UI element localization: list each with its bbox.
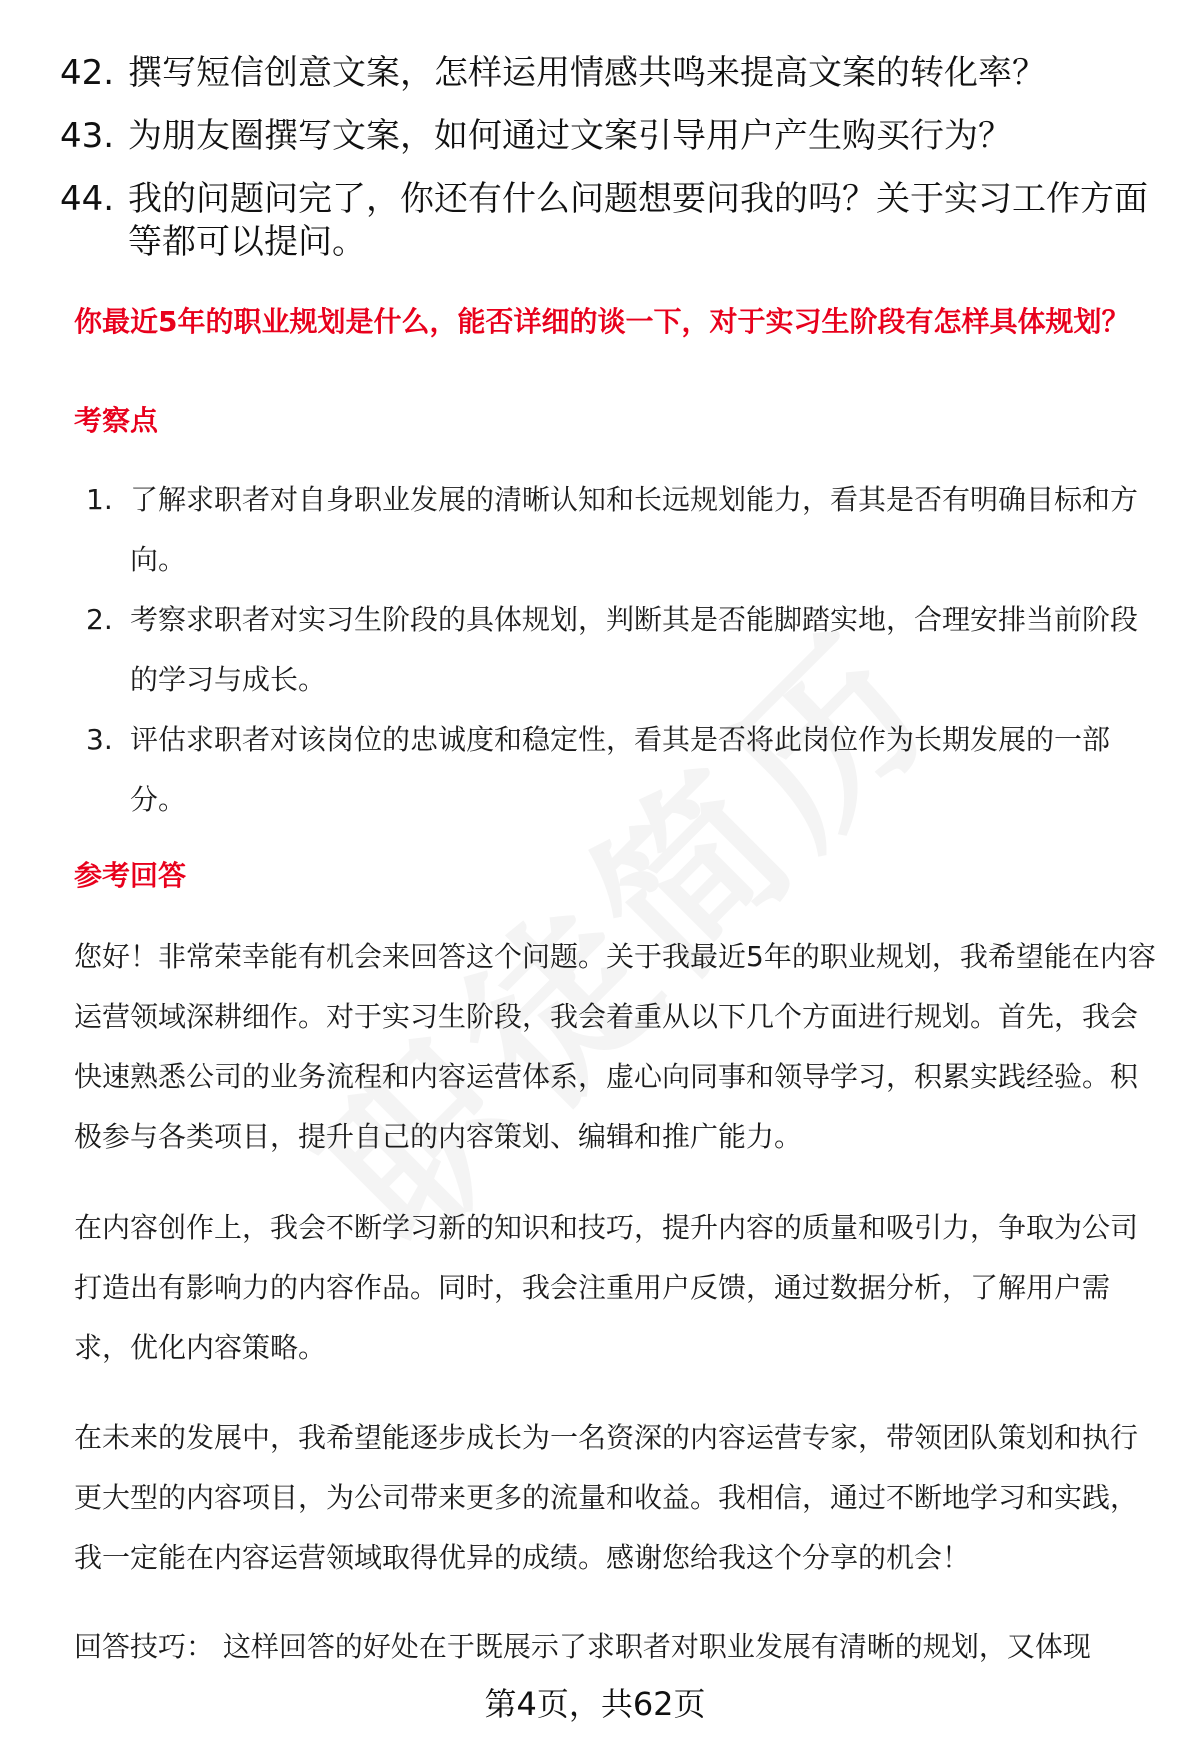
answer-paragraph-1: 您好！非常荣幸能有机会来回答这个问题。关于我最近5年的职业规划，我希望能在内容运营领域深耕细作。对于实习生阶段，我会着重从以下几个方面进行规划。首先，我会快速熟悉公司的业务流程和内容运营体系，虚心向同事和领导学习，积累实践经验。积极参与各类项目，提升自己的内容策划、编辑和推广能力。 [74,940,1156,1153]
question-number: 44. [60,179,115,219]
question-text: 我的问题问完了，你还有什么问题想要问我的吗？关于实习工作方面等都可以提问。 [128,179,1148,262]
point-text: 考察求职者对实习生阶段的具体规划，判断其是否能脚踏实地，合理安排当前阶段的学习与成长。 [130,603,1139,696]
point-text: 评估求职者对该岗位的忠诚度和稳定性，看其是否将此岗位作为长期发展的一部分。 [130,723,1111,816]
list-item [60,115,1150,158]
point-number: 1. [86,483,113,516]
assessment-points [86,470,1156,830]
point-text: 了解求职者对自身职业发展的清晰认知和长远规划能力，看其是否有明确目标和方向。 [130,483,1139,576]
section-title-assessment: 考察点 [74,404,159,437]
list-item [86,470,1156,590]
question-text: 撰写短信创意文案，怎样运用情感共鸣来提高文案的转化率？ [128,53,1046,93]
point-number: 2. [86,603,113,636]
answer-tips: 回答技巧： 这样回答的好处在于既展示了求职者对职业发展有清晰的规划，又体现 [74,1630,1091,1663]
question-number: 43. [60,116,115,156]
featured-question-heading: 你最近5年的职业规划是什么，能否详细的谈一下，对于实习生阶段有怎样具体规划？ [74,305,1130,338]
question-list [60,52,1150,284]
list-item [60,52,1150,95]
question-text: 为朋友圈撰写文案，如何通过文案引导用户产生购买行为？ [128,116,1012,156]
page-number-footer: 第4页，共62页 [484,1685,706,1723]
answer-paragraph-2: 在内容创作上，我会不断学习新的知识和技巧，提升内容的质量和吸引力，争取为公司打造出有影响力的内容作品。同时，我会注重用户反馈，通过数据分析，了解用户需求，优化内容策略。 [74,1211,1139,1364]
section-title-reference-answer: 参考回答 [74,859,187,892]
answer-paragraph-3: 在未来的发展中，我希望能逐步成长为一名资深的内容运营专家，带领团队策划和执行更大型的内容项目，为公司带来更多的流量和收益。我相信，通过不断地学习和实践，我一定能在内容运营领域取得优异的成绩。感谢您给我这个分享的机会！ [74,1421,1139,1574]
list-item [86,590,1156,710]
point-number: 3. [86,723,113,756]
list-item [60,178,1150,264]
question-number: 42. [60,53,115,93]
list-item [86,710,1156,830]
